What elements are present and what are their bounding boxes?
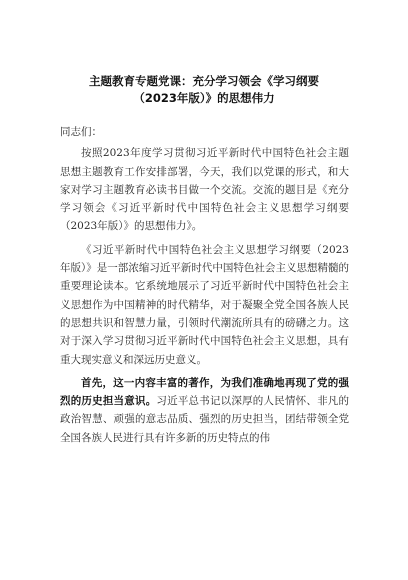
paragraph-3-bold-lead: 首先，这一内容丰富的著作，为我们准确地再现了党的强烈的历史担当意识。 bbox=[60, 376, 349, 408]
paragraph-1: 按照2023年度学习贯彻习近平新时代中国特色社会主题思想主题教育工作安排部署，今天，我们以党课的形式，和大家对学习主题教育必读书目做一个交流。交流的题目是《充分学习领会《习近平新时代中国特色社会主义思想学习纲要（2023年版）》的思想伟力》。 bbox=[60, 147, 349, 233]
document-body bbox=[60, 123, 349, 452]
paragraph-2: 《习近平新时代中国特色社会主义思想学习纲要（2023年版）》是一部浓缩习近平新时代中国特色社会主义思想精髓的重要理论读本。它系统地展示了习近平新时代中国特色社会主义思想作为中国精神的时代精华，对于凝聚全党全国各族人民的思想共识和智慧力量，引领时代潮流所具有的磅礴之力。这对于深入学习贯彻习近平新时代中国特色社会主义思想，具有重大现实意义和深远历史意义。 bbox=[60, 243, 349, 366]
document-title: 主题教育专题党课：充分学习领会《学习纲要（2023年版）》的思想伟力 bbox=[89, 74, 319, 105]
salutation: 同志们： bbox=[60, 126, 102, 138]
paragraph-3 bbox=[60, 374, 349, 447]
paragraph-3-text: 习近平总书记以深厚的人民情怀、非凡的政治智慧、顽强的意志品质、强烈的历史担当，团结带领全党全国各族人民进行具有许多新的历史特点的伟 bbox=[60, 395, 350, 444]
